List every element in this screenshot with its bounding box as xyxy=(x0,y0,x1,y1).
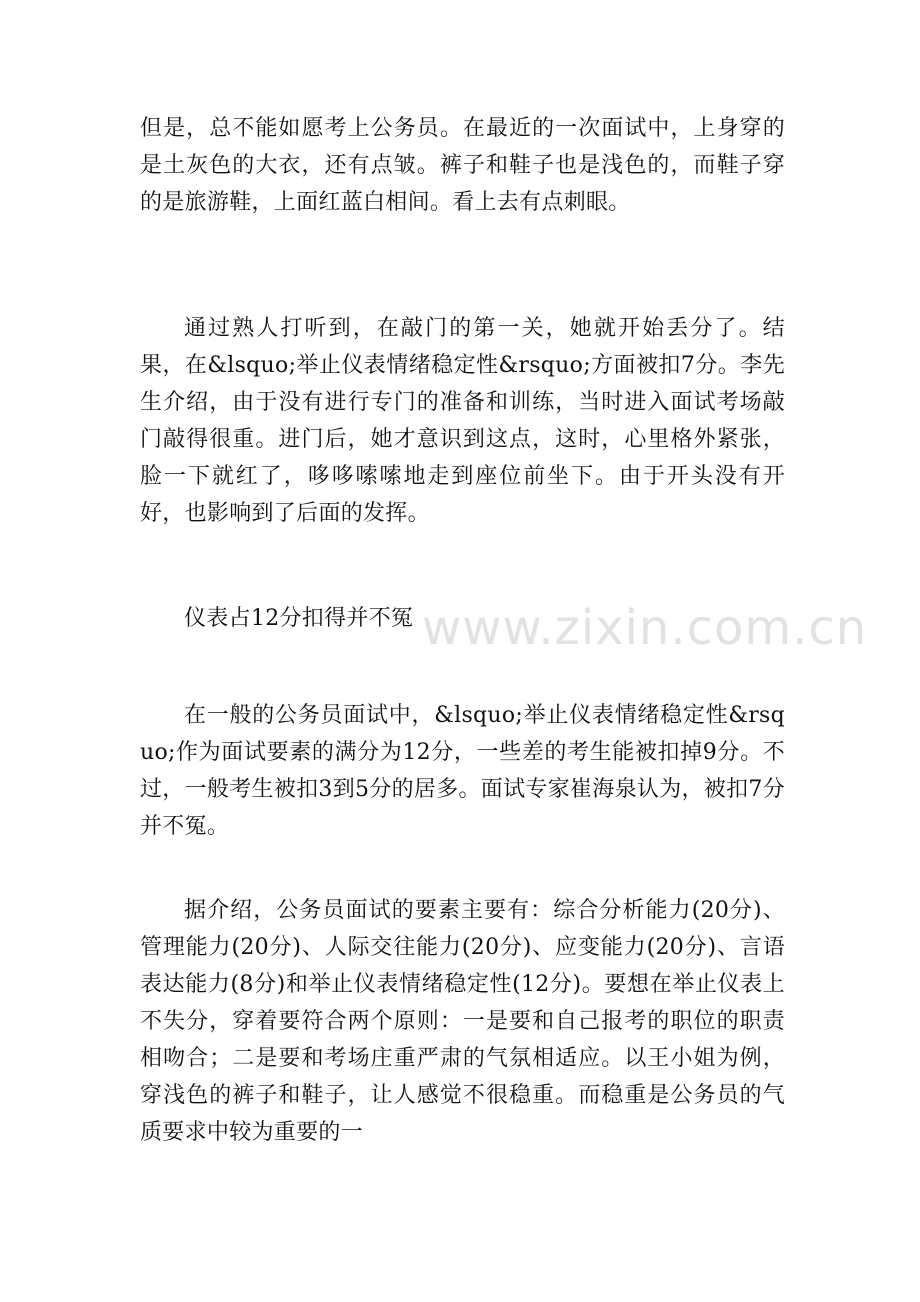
section-heading: 仪表占12分扣得并不冤 xyxy=(184,606,414,631)
paragraph-1: 但是，总不能如愿考上公务员。在最近的一次面试中，上身穿的是土灰色的大衣，还有点皱。裤子和鞋子也是浅色的，而鞋子穿的是旅游鞋，上面红蓝白相间。看上去有点刺眼。 xyxy=(140,116,785,215)
paragraph-4: 据介绍，公务员面试的要素主要有：综合分析能力(20分)、管理能力(20分)、人际交往能力(20分)、应变能力(20分)、言语表达能力(8分)和举止仪表情绪稳定性(12分)。要想在举止仪表上不失分，穿着要符合两个原则：一是要和自己报考的职位的职责相吻合；二是要和考场庄重严肃的气氛相适应。以王小姐为例，穿浅色的裤子和鞋子，让人感觉不很稳重。而稳重是公务员的气质要求中较为重要的一 xyxy=(140,898,785,1145)
watermark: www.zixin.com.cn xyxy=(422,600,868,656)
paragraph-3: 在一般的公务员面试中，&lsquo;举止仪表情绪稳定性&rsquo;作为面试要素的满分为12分，一些差的考生能被扣掉9分。不过，一般考生被扣3到5分的居多。面试专家崔海泉认为，被扣7分并不冤。 xyxy=(140,703,785,839)
paragraph-2: 通过熟人打听到，在敲门的第一关，她就开始丢分了。结果，在&lsquo;举止仪表情绪稳定性&rsquo;方面被扣7分。李先生介绍，由于没有进行专门的准备和训练，当时进入面试考场敲门敲得很重。进门后，她才意识到这点，这时，心里格外紧张，脸一下就红了，哆哆嗦嗦地走到座位前坐下。由于开头没有开好，也影响到了后面的发挥。 xyxy=(140,316,785,526)
